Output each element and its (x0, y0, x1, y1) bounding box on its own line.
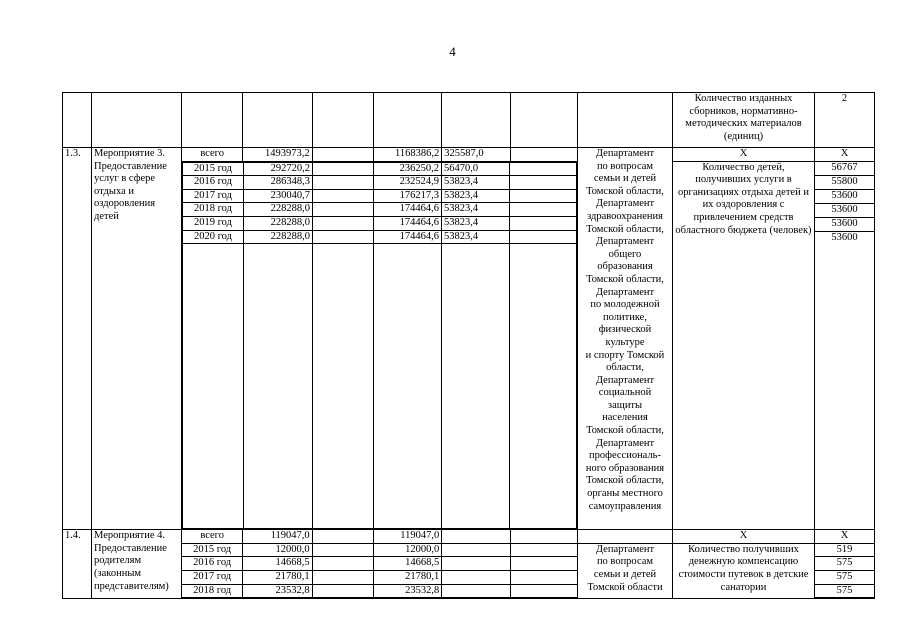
total-cell: 1493973,2 (243, 148, 312, 162)
indicator-value: 519 (815, 543, 875, 557)
indicator-value: 53600 (815, 190, 874, 204)
indicator-value: Х (815, 148, 875, 162)
indicator-value: 56767 (815, 162, 874, 176)
indicator-value: 575 (815, 557, 875, 571)
table-row (63, 93, 875, 148)
table-row: 2019 год 228288,0 174464,6 53823,4 (183, 216, 577, 230)
activity-title: Мероприятие 3. Предоставление услуг в сфере отдыха и оздоровления детей (92, 148, 182, 530)
indicator-value: 53600 (831, 231, 858, 243)
indicator-value: 575 (815, 584, 875, 598)
table-row (63, 530, 875, 544)
table-row: 2020 год 228288,0 174464,6 53823,4 (183, 230, 577, 244)
indicator-cell: Количество детей, получивших услуги в организациях отдыха детей и их оздоровления с привлечением средств областного бюджета (человек) (673, 161, 815, 530)
regional-cell: 119047,0 (373, 530, 441, 544)
table-row: 2017 год 21780,1 21780,1 575 (63, 570, 875, 584)
period-cell: всего (182, 148, 243, 162)
table-row: 2016 год 14668,5 14668,5 575 (63, 557, 875, 571)
table-row (63, 161, 875, 530)
activity-title: Мероприятие 4. Предоставление родителям (законным представителям) (92, 530, 182, 599)
indicator-value: 55800 (815, 176, 874, 190)
indicator-header: Х (673, 530, 815, 544)
table-row: 2018 год 228288,0 174464,6 53823,4 (183, 203, 577, 217)
indicator-value: 53600 (815, 204, 874, 218)
activity-number: 1.4. (63, 530, 92, 599)
indicator-value: 2 (815, 93, 875, 148)
table-row: 2015 год 12000,0 12000,0 Департамент по вопросам семьи и детей Томской области Количество получивших денежную компенсацию стоимости путевок в детские санатории 519 (63, 543, 875, 557)
executor-cell: Департамент по вопросам семьи и детей Томской области, Департамент здравоохранения Томской области, Департамент общего образования Томской области, Департамент по молодежной политике, физической культуре и спорту Томской области, Департамент социальной защиты населения Томской области, Департамент профессиональ- ного образования Томской области, органы местного самоуправления (578, 148, 673, 530)
indicator-value: 575 (815, 570, 875, 584)
indicator-cell: Количество получивших денежную компенсацию стоимости путевок в детские санатории (673, 543, 815, 598)
period-cell: всего (182, 530, 243, 544)
yearly-subtable (182, 162, 577, 530)
table-row: 2017 год 230040,7 176217,3 53823,4 (183, 189, 577, 203)
table-row: 2018 год 23532,8 23532,8 575 (63, 584, 875, 598)
activity-number: 1.3. (63, 148, 92, 530)
total-cell: 119047,0 (243, 530, 312, 544)
table-row: 2015 год 292720,2 236250,2 56470,0 (183, 162, 577, 176)
regional-cell: 1168386,2 (373, 148, 441, 162)
indicator-value: Х (815, 530, 875, 544)
indicator-value: 53600 (815, 218, 874, 232)
program-activities-table (62, 92, 875, 599)
executor-cell: Департамент по вопросам семьи и детей Томской области (578, 543, 673, 598)
page-number: 4 (449, 44, 456, 59)
indicator-header: Х (673, 148, 815, 162)
local-cell: 325587,0 (442, 148, 510, 162)
table-row: 2016 год 286348,3 232524,9 53823,4 (183, 176, 577, 190)
indicator-cell: Количество изданных сборников, нормативно-методических материалов (единиц) (673, 93, 815, 148)
table-row (63, 148, 875, 162)
